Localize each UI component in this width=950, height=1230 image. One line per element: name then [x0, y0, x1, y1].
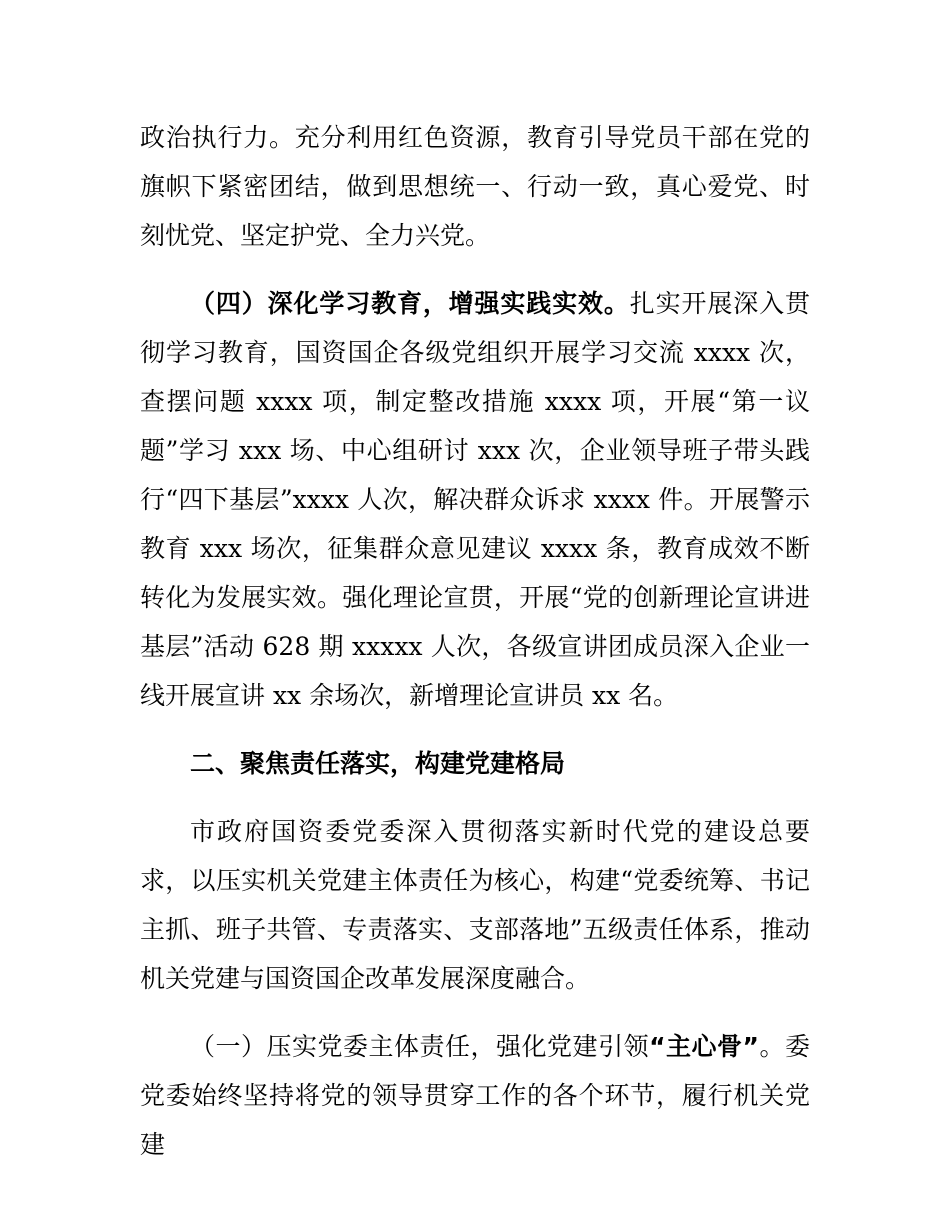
inline-subheading: （四）深化学习教育，增强实践实效。: [190, 289, 630, 318]
section-heading-text: 二、聚焦责任落实，构建党建格局: [190, 749, 566, 778]
paragraph-section-four: [140, 279, 810, 720]
body-text: 市政府国资委党委深入贯彻落实新时代党的建设总要求，以压实机关党建主体责任为核心，构建“党委统筹、书记主抓、班子共管、专责落实、支部落地”五级责任体系，推动机关党建与国资国企改革发展深度融合。: [140, 817, 810, 993]
body-text: 。委党委始终坚持将党的领导贯穿工作的各个环节，履行机关党建: [140, 1032, 810, 1159]
paragraph-subsection-one: [140, 1022, 810, 1169]
body-text: 政治执行力。充分利用红色资源，教育引导党员干部在党的旗帜下紧密团结，做到思想统一、行动一致，真心爱党、时刻忧党、坚定护党、全力兴党。: [140, 123, 810, 250]
paragraph-overview: [140, 807, 810, 1003]
emphasis-quoted-term: “主心骨”: [649, 1032, 759, 1061]
section-heading-two: [140, 739, 810, 788]
body-text: （一）压实党委主体责任，强化党建引领: [190, 1032, 650, 1061]
paragraph-continuation: [140, 113, 810, 260]
body-text: 扎实开展深入贯彻学习教育，国资国企各级党组织开展学习交流 xxxx 次，查摆问题 xxxx 项，制定整改措施 xxxx 项，开展“第一议题”学习 xxx 场、中心组研讨 xxx 次，企业领导班子带头践行“四下基层”xxxx 人次，解决群众诉求 xxxx 件。开展警示教育 xxx 场次，征集群众意见建议 xxxx 条，教育成效不断转化为发展实效。强化理论宣贯，开展“党的创新理论宣讲进基层”活动 628 期 xxxxx 人次，各级宣讲团成员深入企业一线开展宣讲 xx 余场次，新增理论宣讲员 xx 名。: [140, 289, 810, 710]
